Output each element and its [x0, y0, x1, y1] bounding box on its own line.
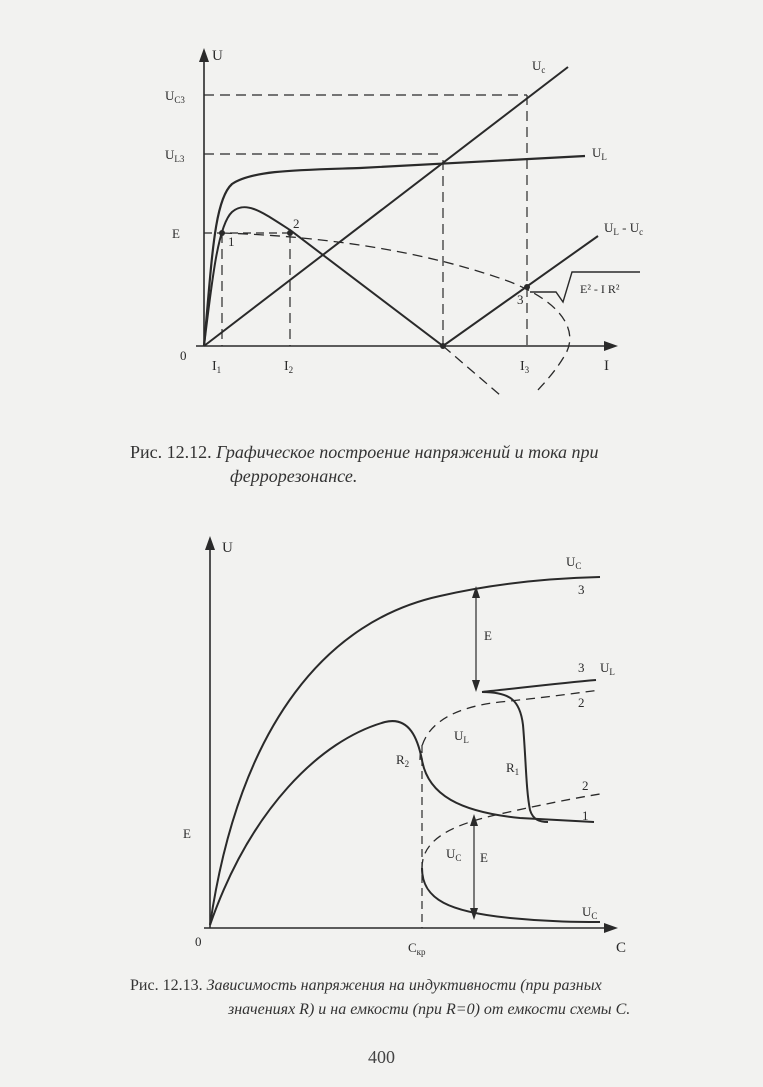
caption-text-line2: феррорезонансе. — [230, 466, 358, 486]
caption-text: Графическое построение напряжений и тока при — [216, 442, 599, 462]
fig1-i3-label: $I_3$ — [520, 359, 530, 375]
fig2-uc-lower-curve — [422, 868, 600, 922]
fig2-ul-mid-label: $U_L$ — [454, 728, 469, 745]
caption-number: Рис. 12.13. — [130, 977, 203, 994]
fig1-e-label: E — [172, 226, 180, 241]
fig1-ul-minus-uc-label: $U_L - U_c$ — [604, 220, 644, 237]
fig1-point-2-label: 2 — [293, 216, 300, 231]
fig2-curve2-upper-label: 2 — [578, 695, 585, 710]
fig2-ul-right-label: $U_L$ — [600, 660, 615, 677]
fig2-dashed-curve-2-upper — [420, 690, 600, 760]
caption-text: Зависимость напряжения на индуктивности (при разных — [206, 977, 602, 994]
fig2-uc-mid-label: $U_C$ — [446, 846, 462, 863]
fig2-origin-label: 0 — [195, 934, 202, 949]
fig1-uc3-label: $U_{C3}$ — [165, 88, 185, 105]
fig2-uc-bottom-label: $U_C$ — [582, 904, 598, 921]
fig2-e-axis-label: E — [183, 826, 191, 841]
fig2-curve3-top-label: 3 — [578, 582, 585, 597]
fig1-point-3-label: 3 — [517, 292, 524, 307]
fig2-x-label: C — [616, 940, 627, 956]
fig2-e-lower-label: E — [480, 850, 488, 865]
fig1-ul-label: $U_L$ — [592, 145, 607, 162]
fig2-e-upper-arrowhead-bottom — [472, 680, 480, 692]
fig1-x-label: I — [604, 358, 609, 374]
fig2-y-label: U — [222, 540, 233, 556]
fig1-point-1-label: 1 — [228, 234, 235, 249]
fig2-r1-curve — [482, 692, 548, 822]
fig1-origin-label: 0 — [180, 348, 187, 363]
fig2-r1-label: $R_1$ — [506, 760, 520, 777]
figure-12-13-caption — [130, 974, 730, 1022]
fig2-ul-curve-upper — [482, 680, 596, 692]
fig1-uc-label: $U_c$ — [532, 58, 546, 75]
fig2-curve3-ul-label: 3 — [578, 660, 585, 675]
caption-text-line2: значениях R) и на емкости (при R=0) от емкости схемы C. — [228, 1001, 631, 1018]
fig2-curve1-label: 1 — [582, 808, 589, 823]
caption-number: Рис. 12.12. — [130, 442, 212, 462]
fig2-e-upper-label: E — [484, 628, 492, 643]
fig1-sqrt-expr: E² - I R² — [580, 282, 620, 296]
fig2-x-axis-arrow — [604, 923, 618, 933]
fig2-uc-curve-3 — [210, 577, 600, 925]
fig1-y-label: U — [212, 48, 223, 64]
fig1-i1-label: $I_1$ — [212, 359, 222, 375]
fig2-r2-label: $R_2$ — [396, 752, 410, 769]
fig1-ul3-label: $U_{L3}$ — [165, 147, 185, 164]
fig2-y-axis-arrow — [205, 536, 215, 550]
fig2-curve2-lower-label: 2 — [582, 778, 589, 793]
fig2-ckr-label: $C_{кр}$ — [408, 940, 426, 957]
fig2-uc-top-label: $U_C$ — [566, 554, 582, 571]
page-number: 400 — [368, 1047, 395, 1067]
fig1-i2-label: $I_2$ — [284, 359, 294, 375]
